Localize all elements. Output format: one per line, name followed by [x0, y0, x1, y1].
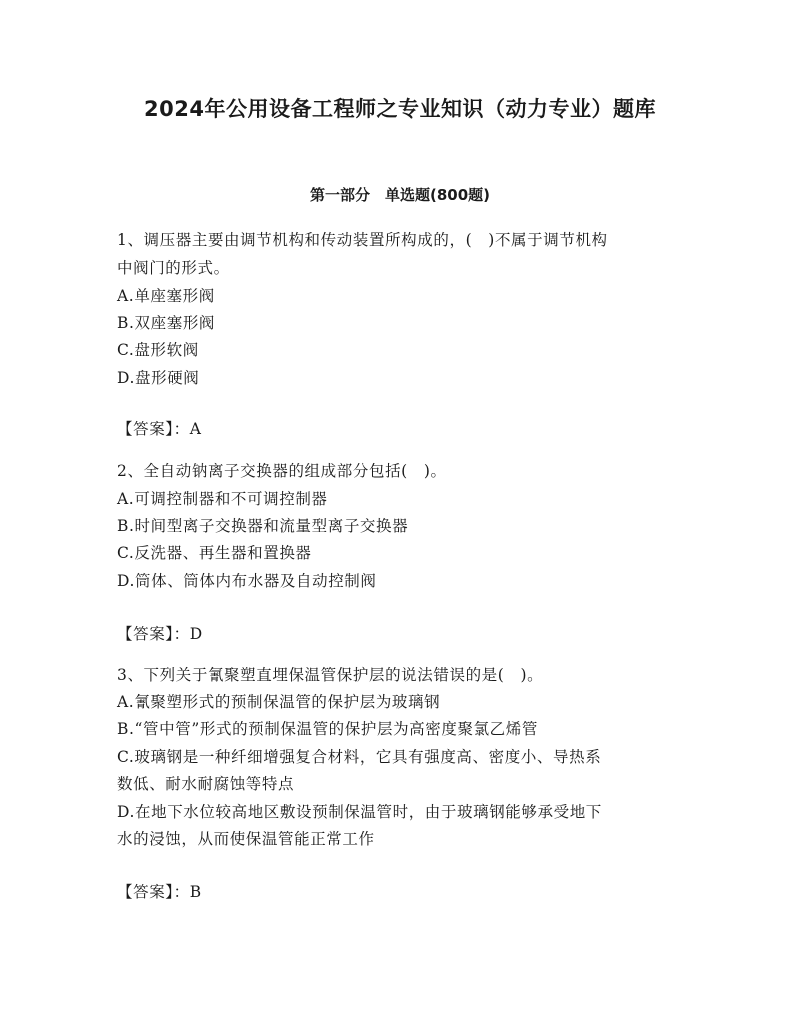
question-2-option-c: C.反洗器、再生器和置换器 [117, 544, 312, 562]
question-2-answer: 【答案】：D [117, 625, 203, 643]
question-1-option-c: C.盘形软阀 [117, 341, 199, 359]
question-1-stem-line-1: 1、调压器主要由调节机构和传动装置所构成的，( )不属于调节机构 [117, 231, 608, 249]
section-title: 第一部分 单选题(800题) [309, 186, 491, 204]
question-1-option-b: B.双座塞形阀 [117, 314, 216, 332]
question-3-option-c-line-2: 数低、耐水耐腐蚀等特点 [117, 775, 295, 793]
question-3-option-a: A.氰聚塑形式的预制保温管的保护层为玻璃钢 [117, 693, 441, 711]
question-3-stem-line-1: 3、下列关于氰聚塑直埋保温管保护层的说法错误的是( )。 [117, 666, 544, 684]
question-1-option-a: A.单座塞形阀 [117, 287, 215, 305]
question-1-option-d: D.盘形硬阀 [117, 369, 200, 387]
question-1-stem-line-2: 中阀门的形式。 [117, 259, 230, 277]
question-2-option-a: A.可调控制器和不可调控制器 [117, 490, 328, 508]
question-2-option-d: D.筒体、筒体内布水器及自动控制阀 [117, 572, 377, 590]
question-3-option-b: B.“管中管”形式的预制保温管的保护层为高密度聚氯乙烯管 [117, 720, 538, 738]
question-3-answer: 【答案】：B [117, 883, 202, 901]
question-2-stem-line-1: 2、全自动钠离子交换器的组成部分包括( )。 [117, 462, 447, 480]
question-2-option-b: B.时间型离子交换器和流量型离子交换器 [117, 517, 409, 535]
question-3-option-c-line-1: C.玻璃钢是一种纤细增强复合材料，它具有强度高、密度小、导热系 [117, 748, 602, 766]
question-1-answer: 【答案】：A [117, 420, 202, 438]
question-3-option-d-line-1: D.在地下水位较高地区敷设预制保温管时，由于玻璃钢能够承受地下 [117, 803, 602, 821]
question-3-option-d-line-2: 水的浸蚀，从而使保温管能正常工作 [117, 830, 375, 848]
document-title: 2024年公用设备工程师之专业知识（动力专业）题库 [144, 97, 656, 121]
